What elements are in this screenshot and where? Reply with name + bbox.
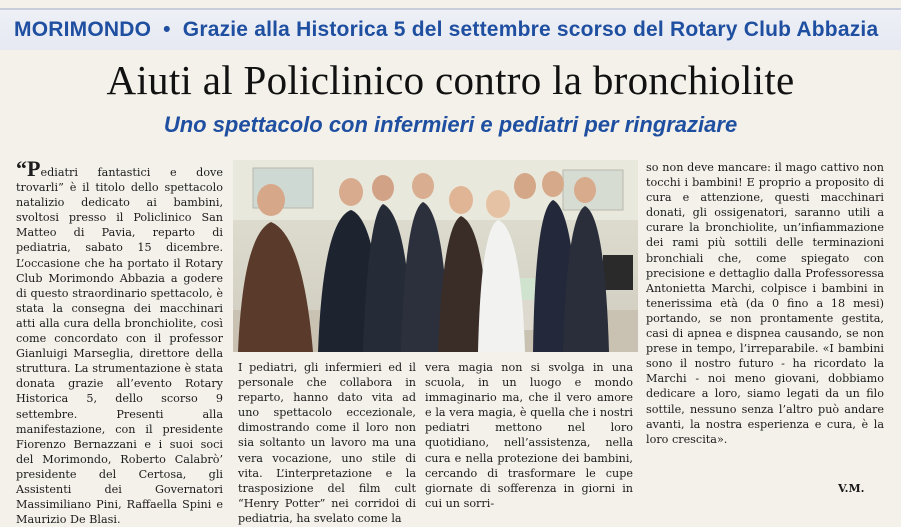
lead-quote: “ xyxy=(16,156,27,181)
article-column-2 xyxy=(238,360,416,526)
column-1-text: ediatri fantastici e dove trovarli” è il titolo dello spettacolo natalizio dedicato ai bambini, svoltosi presso il Policlinico San Matteo di Pavia, reparto di pediatria, sabato 15 dicembre. L’occasione che ha portato il Rotary Club Morimondo Abbazia a godere di questo straordinario spettacolo, è stata la consegna dei macchinari atti alla cura della bronchiolite, così come concordato con il professor Gianluigi Marseglia, direttore della struttura. La strumentazione è stata donata grazie all’evento Rotary Historica 5, dello scorso 9 settembre. Presenti alla manifestazione, con il presidente Fiorenzo Bernazzani e i suoi soci del Morimondo, Roberto Calabrò’ presidente del Certosa, gli Assistenti dei Governatori Massimiliano Pini, Raffaella Spini e Maurizio De Blasi. xyxy=(16,166,223,527)
column-4-text: so non deve mancare: il mago cattivo non tocchi i bambini! E proprio a proposito di cura e attenzione, questi macchinari donati, gli ossigenatori, saranno utili a curare la bronchiolite, un’infiammazione dei rami più sottili delle terminazioni bronchiali che, come spiegato con precisione e dettaglio dalla Professoressa Antonietta Marchi, colpisce i bambini in tenerissima età (da 0 fino a 18 mesi) portando, se non prontamente gestita, casi di apnea e dispnea causando, se non prese in tempo, l’irreparabile. «I bambini sono il nostro futuro - ha ricordato la Marchi - noi meno giovani, dobbiamo dedicare a loro, siamo legati da un filo sottile, nessuno senza l’altro può andare avanti, la nostra esperienza e cura, è la loro crescita». xyxy=(646,161,884,446)
article-column-4 xyxy=(646,160,884,447)
kicker-place: MORIMONDO xyxy=(14,18,152,41)
kicker-topic: Grazie alla Historica 5 del settembre scorso del Rotary Club Abbazia xyxy=(182,18,879,41)
author-signature: V.M. xyxy=(838,482,865,495)
kicker-bullet: • xyxy=(163,18,171,41)
group-photo xyxy=(233,160,638,352)
group-photo-illustration xyxy=(233,160,638,352)
column-1-paragraph xyxy=(16,156,223,527)
column-2-text: I pediatri, gli infermieri ed il personale che collabora in reparto, hanno dato vita ad uno spettacolo eccezionale, dimostrando come il loro non sia soltanto un lavoro ma una vera vocazione, uno stile di vita. L’interpretazione e la trasposizione del film cult “Henry Potter” nei corridoi di pediatria, ha svelato come la xyxy=(238,361,416,525)
headline: Aiuti al Policlinico contro la bronchiolite xyxy=(106,57,795,103)
kicker xyxy=(14,18,878,42)
article-column-3 xyxy=(425,360,633,511)
subheadline: Uno spettacolo con infermieri e pediatri per ringraziare xyxy=(163,112,738,137)
article-column-1 xyxy=(16,156,223,527)
kicker-band xyxy=(0,8,901,50)
drop-cap: P xyxy=(27,156,41,181)
column-3-text: vera magia non si svolga in una scuola, in un luogo e mondo immaginario ma, che il vero amore e la vera magia, è quella che i nostri pediatri mettono nel loro quotidiano, nell’assistenza, nella cura e nella protezione dei bambini, cercando di trasformare le cupe giornate di sofferenza in giorni in cui un sorri- xyxy=(425,361,633,510)
